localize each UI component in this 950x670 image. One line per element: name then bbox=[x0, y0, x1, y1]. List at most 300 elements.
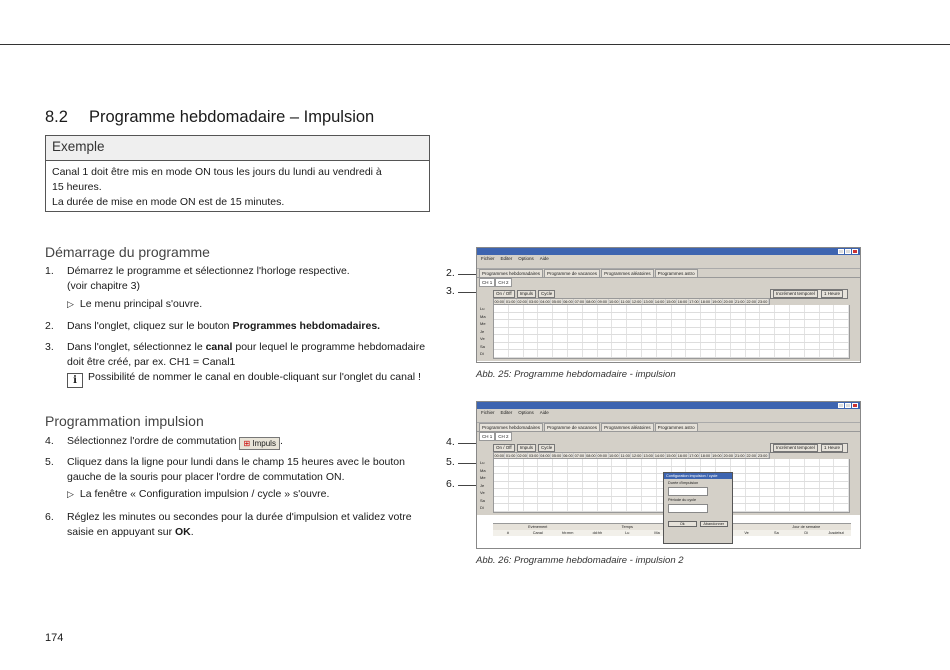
note-text: Possibilité de nommer le canal en double-cliquant sur l'onglet du canal ! bbox=[88, 371, 421, 383]
menubar bbox=[477, 255, 860, 263]
grid-cell bbox=[509, 305, 524, 312]
grid-cell bbox=[775, 497, 790, 504]
grid-cell bbox=[598, 467, 613, 474]
duration-fields bbox=[668, 487, 708, 496]
grid-cell bbox=[672, 350, 687, 357]
grid-cell bbox=[612, 474, 627, 481]
window-titlebar bbox=[477, 248, 860, 255]
hour-label: 06:00 bbox=[563, 300, 573, 304]
callout-line bbox=[458, 274, 478, 275]
grid-cell bbox=[553, 343, 568, 350]
impuls-button: Impuls bbox=[517, 444, 536, 452]
step-number: 1. bbox=[45, 265, 54, 277]
grid-cell bbox=[775, 320, 790, 327]
grid-cell bbox=[672, 313, 687, 320]
increment-value: 1 Heure bbox=[821, 290, 843, 298]
grid-cell bbox=[494, 328, 509, 335]
grid-cell bbox=[790, 305, 805, 312]
step-bold: Programmes hebdomadaires. bbox=[232, 320, 381, 332]
step-text: Cliquez dans la ligne pour lundi dans le champ 15 heures avec le bouton bbox=[67, 456, 405, 468]
grid-cell bbox=[805, 328, 820, 335]
step-number: 3. bbox=[45, 341, 54, 353]
grid-cell bbox=[538, 335, 553, 342]
tab-ch1: CH 1 bbox=[479, 432, 495, 441]
grid-cell bbox=[598, 350, 613, 357]
grid-cell bbox=[716, 320, 731, 327]
grid-cell bbox=[642, 335, 657, 342]
hour-label: 03:00 bbox=[528, 454, 539, 458]
step-text: Démarrez le programme et sélectionnez l'horloge respective. bbox=[67, 265, 350, 277]
close-icon bbox=[852, 403, 858, 408]
grid-cell bbox=[642, 459, 657, 466]
grid-cell bbox=[509, 467, 524, 474]
grid-cell bbox=[627, 313, 642, 320]
grid-cell bbox=[598, 328, 613, 335]
grid-cell bbox=[760, 320, 775, 327]
grid-cell bbox=[746, 343, 761, 350]
grid-cell bbox=[701, 305, 716, 312]
grid-cell bbox=[790, 328, 805, 335]
hour-label: 22:00 bbox=[746, 300, 756, 304]
dialog-buttons bbox=[668, 521, 728, 527]
grid-cell bbox=[775, 504, 790, 511]
grid-cell bbox=[820, 350, 835, 357]
grid-cell bbox=[642, 343, 657, 350]
grid-cell bbox=[612, 305, 627, 312]
hour-label: 22:00 bbox=[746, 454, 756, 458]
grid-cell bbox=[746, 467, 761, 474]
grid-cell bbox=[672, 459, 687, 466]
day-label: Me bbox=[480, 475, 486, 480]
step-text: Dans l'onglet, cliquez sur le bouton bbox=[67, 320, 233, 332]
grid-cell bbox=[642, 467, 657, 474]
grid-cell bbox=[568, 474, 583, 481]
grid-cell bbox=[583, 335, 598, 342]
day-label: Sa bbox=[480, 343, 485, 349]
grid-cell bbox=[672, 343, 687, 350]
grid-cell bbox=[509, 343, 524, 350]
grid-cell bbox=[775, 467, 790, 474]
menu-edit: Editer bbox=[500, 410, 513, 415]
dialog-period-label: Période du cycle bbox=[668, 498, 697, 502]
hour-label: 08:00 bbox=[586, 300, 596, 304]
events-subcol: Jusdebut bbox=[828, 531, 844, 535]
grid-cell bbox=[657, 320, 672, 327]
channel-tabs bbox=[477, 278, 860, 287]
hour-label: 11:00 bbox=[620, 454, 630, 458]
step-bold: OK bbox=[174, 526, 191, 538]
grid-cell bbox=[775, 482, 790, 489]
grid-cell bbox=[612, 482, 627, 489]
hour-label: 19:00 bbox=[712, 454, 722, 458]
grid-cell bbox=[672, 328, 687, 335]
grid-cell bbox=[627, 467, 642, 474]
hour-label: 21:00 bbox=[734, 300, 745, 304]
step-text: pour lequel le programme hebdomadaire bbox=[232, 341, 426, 353]
period-fields bbox=[668, 504, 708, 513]
grid-cell bbox=[524, 474, 539, 481]
grid-cell bbox=[775, 474, 790, 481]
callout-line bbox=[458, 292, 478, 293]
grid-cell bbox=[834, 305, 849, 312]
step-6 bbox=[45, 510, 435, 540]
grid-cell bbox=[790, 482, 805, 489]
grid-cell bbox=[760, 350, 775, 357]
grid-cell bbox=[583, 504, 598, 511]
grid-cell bbox=[790, 497, 805, 504]
grid-cell bbox=[598, 489, 613, 496]
tab-astro: Programmes astro bbox=[655, 269, 698, 278]
grid-cell bbox=[790, 504, 805, 511]
grid-cell bbox=[583, 474, 598, 481]
hour-label: 07:00 bbox=[574, 300, 585, 304]
grid-cell bbox=[731, 350, 746, 357]
grid-cell bbox=[820, 474, 835, 481]
grid-cell bbox=[509, 482, 524, 489]
increment-label: Incrément temporel bbox=[773, 290, 818, 298]
hour-label: 23:00 bbox=[757, 454, 768, 458]
step-5 bbox=[45, 455, 435, 485]
grid-cell bbox=[612, 335, 627, 342]
grid-cell bbox=[834, 474, 849, 481]
grid-cell bbox=[760, 305, 775, 312]
hour-label: 02:00 bbox=[517, 300, 527, 304]
grid-cell bbox=[494, 467, 509, 474]
step-text: doit être créé, par ex. CH1 = Canal1 bbox=[67, 356, 236, 368]
grid-cell bbox=[583, 343, 598, 350]
step-text: saisie en appuyant sur bbox=[67, 526, 175, 538]
events-subcol: Lu bbox=[625, 531, 630, 535]
hour-label: 04:00 bbox=[540, 300, 550, 304]
grid-cell bbox=[598, 320, 613, 327]
screenshot-weekly-program bbox=[476, 247, 861, 363]
grid-cell bbox=[612, 328, 627, 335]
hour-label: 17:00 bbox=[689, 454, 699, 458]
events-subcol: Di bbox=[804, 531, 808, 535]
grid-cell bbox=[642, 320, 657, 327]
menu-edit: Editer bbox=[500, 256, 513, 261]
grid-cell bbox=[760, 335, 775, 342]
grid-cell bbox=[790, 474, 805, 481]
grid-cell bbox=[598, 343, 613, 350]
hour-label: 01:00 bbox=[505, 300, 516, 304]
grid-cell bbox=[672, 320, 687, 327]
grid-cell bbox=[538, 474, 553, 481]
grid-cell bbox=[775, 313, 790, 320]
grid-cell bbox=[494, 320, 509, 327]
grid-cell bbox=[657, 328, 672, 335]
grid-cell bbox=[731, 320, 746, 327]
grid-cell bbox=[686, 343, 701, 350]
example-body bbox=[46, 161, 429, 214]
grid-cell bbox=[775, 489, 790, 496]
menu-help: Aide bbox=[539, 256, 549, 261]
grid-cell bbox=[820, 328, 835, 335]
grid-cell bbox=[583, 467, 598, 474]
tab-weekly: Programmes hebdomadaires bbox=[479, 269, 543, 278]
result-text: Le menu principal s'ouvre. bbox=[79, 298, 203, 310]
grid-cell bbox=[568, 305, 583, 312]
grid-cell bbox=[834, 320, 849, 327]
grid-cell bbox=[834, 467, 849, 474]
hour-label: 00:00 bbox=[494, 300, 504, 304]
grid-cell bbox=[553, 459, 568, 466]
grid-cell bbox=[612, 489, 627, 496]
grid-cell bbox=[538, 350, 553, 357]
grid-cell bbox=[568, 482, 583, 489]
grid-cell bbox=[494, 474, 509, 481]
grid-cell bbox=[790, 313, 805, 320]
grid-cell bbox=[583, 497, 598, 504]
grid-cell bbox=[494, 335, 509, 342]
callout-3: 3. bbox=[446, 285, 455, 297]
grid-cell bbox=[553, 320, 568, 327]
grid-cell bbox=[760, 459, 775, 466]
tab-ch1: CH 1 bbox=[479, 278, 495, 287]
events-col: Temps bbox=[621, 525, 633, 529]
grid-cell bbox=[686, 320, 701, 327]
grid-cell bbox=[627, 459, 642, 466]
grid-cell bbox=[820, 305, 835, 312]
grid-cell bbox=[657, 343, 672, 350]
grid-cell bbox=[701, 350, 716, 357]
hour-label: 11:00 bbox=[620, 300, 630, 304]
grid-cell bbox=[657, 335, 672, 342]
callout-6: 6. bbox=[446, 478, 455, 490]
grid-cell bbox=[524, 350, 539, 357]
grid-cell bbox=[790, 350, 805, 357]
grid-cell bbox=[834, 497, 849, 504]
grid-cells bbox=[494, 305, 849, 358]
day-label: Je bbox=[480, 482, 485, 488]
step-1 bbox=[45, 264, 435, 294]
grid-cell bbox=[494, 489, 509, 496]
grid-cell bbox=[746, 313, 761, 320]
window-titlebar bbox=[477, 402, 860, 409]
grid-cell bbox=[524, 335, 539, 342]
grid-cell bbox=[701, 328, 716, 335]
program-tabs bbox=[477, 269, 860, 278]
events-subcol: hh:mm bbox=[561, 531, 574, 535]
grid-cell bbox=[820, 320, 835, 327]
step-text: Dans l'onglet, sélectionnez le bbox=[67, 341, 206, 353]
grid-cell bbox=[538, 328, 553, 335]
grid-cell bbox=[716, 350, 731, 357]
grid-cell bbox=[494, 482, 509, 489]
grid-cell bbox=[524, 459, 539, 466]
events-subcol: dd:hh bbox=[592, 531, 603, 535]
step-2 bbox=[45, 319, 435, 334]
hour-label: 04:00 bbox=[540, 454, 550, 458]
grid-cell bbox=[553, 467, 568, 474]
grid-cell bbox=[672, 335, 687, 342]
grid-cell bbox=[568, 313, 583, 320]
program-tabs bbox=[477, 423, 860, 432]
grid-cell bbox=[583, 305, 598, 312]
hour-label: 08:00 bbox=[586, 454, 596, 458]
grid-cell bbox=[834, 343, 849, 350]
step-number: 5. bbox=[45, 456, 54, 468]
grid-cell bbox=[746, 474, 761, 481]
grid-cell bbox=[805, 482, 820, 489]
grid-cell bbox=[760, 504, 775, 511]
grid-cell bbox=[805, 489, 820, 496]
grid-cell bbox=[538, 459, 553, 466]
hour-label: 14:00 bbox=[654, 300, 665, 304]
grid-cell bbox=[731, 313, 746, 320]
grid-cell bbox=[553, 489, 568, 496]
hour-label: 02:00 bbox=[517, 454, 527, 458]
grid-cell bbox=[524, 482, 539, 489]
maximize-icon bbox=[845, 403, 851, 408]
grid-cell bbox=[612, 459, 627, 466]
hour-label: 05:00 bbox=[551, 454, 562, 458]
step-1-result bbox=[67, 297, 202, 312]
grid-cell bbox=[642, 504, 657, 511]
grid-cell bbox=[746, 335, 761, 342]
grid-cell bbox=[834, 328, 849, 335]
grid-cell bbox=[509, 489, 524, 496]
grid-cell bbox=[583, 328, 598, 335]
events-subcol: # bbox=[506, 531, 509, 535]
grid-cell bbox=[716, 343, 731, 350]
grid-row bbox=[494, 335, 849, 343]
figure-caption: Abb. 25: Programme hebdomadaire - impulsion bbox=[476, 369, 676, 380]
day-label: Di bbox=[480, 505, 484, 510]
grid-cell bbox=[612, 467, 627, 474]
grid-cell bbox=[731, 305, 746, 312]
grid-cell bbox=[731, 343, 746, 350]
grid-cell bbox=[509, 328, 524, 335]
grid-cell bbox=[524, 504, 539, 511]
grid-cell bbox=[568, 459, 583, 466]
hour-label: 16:00 bbox=[677, 300, 688, 304]
example-line: La durée de mise en mode ON est de 15 minutes. bbox=[52, 196, 285, 208]
tab-weekly: Programmes hebdomadaires bbox=[479, 423, 543, 432]
grid-cell bbox=[790, 335, 805, 342]
grid-cell bbox=[775, 305, 790, 312]
figure-caption: Abb. 26: Programme hebdomadaire - impulsion 2 bbox=[476, 555, 684, 566]
grid-cell bbox=[598, 305, 613, 312]
hour-label: 05:00 bbox=[551, 300, 562, 304]
menubar bbox=[477, 409, 860, 417]
grid-cell bbox=[598, 504, 613, 511]
grid-cell bbox=[716, 328, 731, 335]
grid-cell bbox=[820, 313, 835, 320]
channel-tabs bbox=[477, 432, 860, 441]
grid-cell bbox=[568, 343, 583, 350]
grid-cell bbox=[820, 497, 835, 504]
grid-cell bbox=[612, 497, 627, 504]
grid-row bbox=[494, 305, 849, 313]
grid-cell bbox=[746, 350, 761, 357]
grid-cell bbox=[820, 482, 835, 489]
grid-cell bbox=[598, 474, 613, 481]
grid-cell bbox=[627, 350, 642, 357]
grid-cell bbox=[716, 335, 731, 342]
hour-label: 16:00 bbox=[677, 454, 688, 458]
step-number: 4. bbox=[45, 435, 54, 447]
week-grid bbox=[480, 305, 850, 359]
increment-field bbox=[770, 443, 848, 453]
grid-cell bbox=[612, 343, 627, 350]
grid-cell bbox=[538, 343, 553, 350]
day-label: Ma bbox=[480, 313, 486, 319]
events-col: Evènement bbox=[528, 525, 548, 529]
result-text: La fenêtre « Configuration impulsion / cycle » s'ouvre. bbox=[79, 488, 330, 500]
hour-label: 00:00 bbox=[494, 454, 504, 458]
day-label: Me bbox=[480, 321, 486, 326]
grid-row bbox=[494, 328, 849, 336]
day-label: Ve bbox=[480, 336, 485, 341]
command-buttons bbox=[493, 289, 850, 298]
step-5-result bbox=[67, 487, 329, 502]
step-text: . bbox=[279, 435, 283, 447]
grid-row bbox=[494, 343, 849, 351]
grid-cell bbox=[642, 328, 657, 335]
grid-cell bbox=[583, 320, 598, 327]
step-4 bbox=[45, 434, 435, 450]
grid-cell bbox=[538, 489, 553, 496]
grid-cell bbox=[760, 343, 775, 350]
grid-cell bbox=[805, 504, 820, 511]
grid-cell bbox=[509, 474, 524, 481]
grid-cell bbox=[627, 497, 642, 504]
grid-cell bbox=[583, 482, 598, 489]
menu-file: Fichier bbox=[481, 410, 495, 415]
grid-cell bbox=[657, 350, 672, 357]
grid-cell bbox=[657, 459, 672, 466]
grid-cell bbox=[524, 467, 539, 474]
grid-cell bbox=[494, 504, 509, 511]
increment-value: 1 Heure bbox=[821, 444, 843, 452]
cycle-button: Cycle bbox=[538, 290, 555, 298]
grid-cell bbox=[494, 459, 509, 466]
grid-cell bbox=[509, 350, 524, 357]
hour-label: 19:00 bbox=[712, 300, 722, 304]
hour-label: 21:00 bbox=[734, 454, 745, 458]
dialog-cancel-button: Abandonner bbox=[700, 521, 729, 527]
triangle-right-icon: ▷ bbox=[67, 489, 74, 499]
hour-label: 03:00 bbox=[528, 300, 539, 304]
section-title-text: Programme hebdomadaire – Impulsion bbox=[89, 108, 375, 126]
grid-cell bbox=[657, 305, 672, 312]
grid-cell bbox=[538, 313, 553, 320]
grid-cell bbox=[775, 350, 790, 357]
cycle-button: Cycle bbox=[538, 444, 555, 452]
grid-cell bbox=[760, 313, 775, 320]
grid-cell bbox=[627, 504, 642, 511]
grid-cell bbox=[524, 343, 539, 350]
grid-cell bbox=[598, 482, 613, 489]
grid-cell bbox=[583, 313, 598, 320]
day-label: Je bbox=[480, 328, 485, 334]
events-subcol: Ve bbox=[744, 531, 749, 535]
grid-cell bbox=[701, 313, 716, 320]
grid-cell bbox=[746, 497, 761, 504]
grid-cell bbox=[746, 482, 761, 489]
grid-cell bbox=[612, 313, 627, 320]
grid-cell bbox=[642, 474, 657, 481]
hour-label: 09:00 bbox=[597, 454, 608, 458]
hour-label: 13:00 bbox=[643, 454, 653, 458]
page-number: 174 bbox=[45, 632, 64, 644]
grid-cell bbox=[760, 489, 775, 496]
dialog-ok-button: Ok bbox=[668, 521, 697, 527]
grid-cell bbox=[568, 497, 583, 504]
grid-cell bbox=[746, 305, 761, 312]
step-text: (voir chapitre 3) bbox=[67, 280, 140, 292]
